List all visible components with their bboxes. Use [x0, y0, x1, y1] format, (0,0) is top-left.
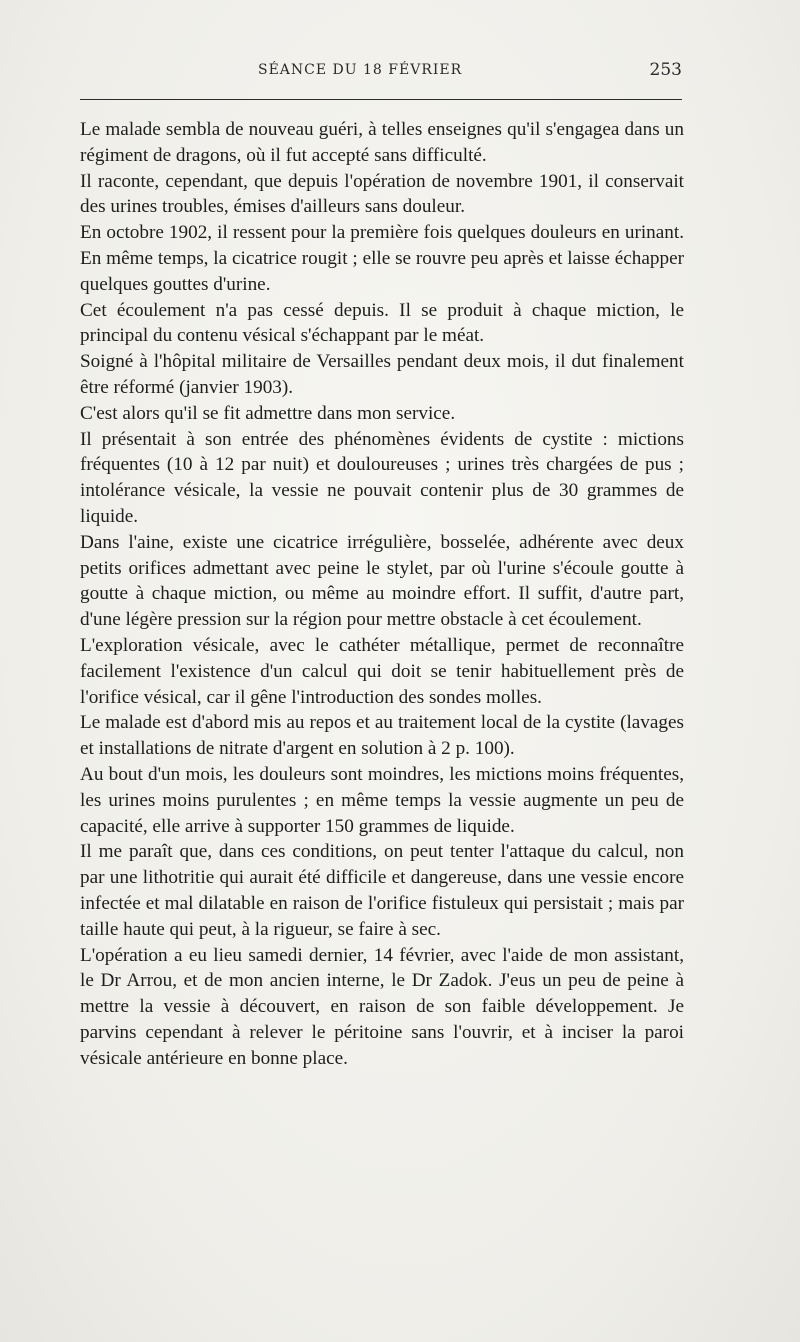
- page-number: 253: [649, 60, 682, 80]
- paragraph: Dans l'aine, existe une cicatrice irrégulière, bosselée, adhérente avec deux petits orifices admettant avec peine le stylet, par où l'urine s'écoule goutte à goutte à chaque miction, ou même au moindre effort. Il suffit, d'autre part, d'une légère pression sur la région pour mettre obstacle à cet écoulement.: [80, 531, 684, 631]
- paragraph: L'exploration vésicale, avec le cathéter métallique, permet de reconnaître facilement l'existence d'un calcul qui doit se tenir habituellement près de l'orifice vésical, car il gêne l'introduction des sondes molles.: [80, 634, 684, 708]
- paragraph: L'opération a eu lieu samedi dernier, 14 février, avec l'aide de mon assistant, le Dr Arrou, et de mon ancien interne, le Dr Zadok. J'eus un peu de peine à mettre la vessie à découvert, en raison de son faible développement. Je parvins cependant à relever le péritoine sans l'ouvrir, et à inciser la paroi vésicale antérieure en bonne place.: [80, 944, 684, 1069]
- page-header: [80, 58, 682, 88]
- paragraph: Il raconte, cependant, que depuis l'opération de novembre 1901, il conservait des urines troubles, émises d'ailleurs sans douleur.: [80, 170, 684, 218]
- paragraph: Cet écoulement n'a pas cessé depuis. Il se produit à chaque miction, le principal du contenu vésical s'échappant par le méat.: [80, 299, 684, 347]
- body-text: [80, 117, 684, 1071]
- paragraph: Le malade est d'abord mis au repos et au traitement local de la cystite (lavages et installations de nitrate d'argent en solution à 2 p. 100).: [80, 712, 684, 760]
- paragraph: Soigné à l'hôpital militaire de Versailles pendant deux mois, il dut finalement être réformé (janvier 1903).: [80, 351, 684, 398]
- paragraph: En octobre 1902, il ressent pour la première fois quelques douleurs en urinant. En même temps, la cicatrice rougit ; elle se rouvre peu après et laisse échapper quelques gouttes d'urine.: [80, 222, 684, 295]
- paragraph: C'est alors qu'il se fit admettre dans mon service.: [80, 402, 456, 424]
- running-title: SÉANCE DU 18 FÉVRIER: [258, 62, 463, 78]
- paragraph: Il présentait à son entrée des phénomènes évidents de cystite : mictions fréquentes (10 à 12 par nuit) et douloureuses ; urines très chargées de pus ; intolérance vésicale, la vessie ne pouvait contenir plus de 30 grammes de liquide.: [80, 428, 684, 527]
- paragraph: Au bout d'un mois, les douleurs sont moindres, les mictions moins fréquentes, les urines moins purulentes ; en même temps la vessie augmente un peu de capacité, elle arrive à supporter 150 grammes de liquide.: [80, 763, 684, 837]
- paragraph: Il me paraît que, dans ces conditions, on peut tenter l'attaque du calcul, non par une lithotritie qui aurait été difficile et dangereuse, dans une vessie encore infectée et mal dilatable en raison de l'orifice fistuleux qui persistait ; mais par taille haute qui peut, à la rigueur, se faire à sec.: [80, 841, 684, 940]
- header-rule: [80, 99, 682, 100]
- paragraph: Le malade sembla de nouveau guéri, à telles enseignes qu'il s'engagea dans un régiment de dragons, où il fut accepté sans difficulté.: [80, 119, 684, 166]
